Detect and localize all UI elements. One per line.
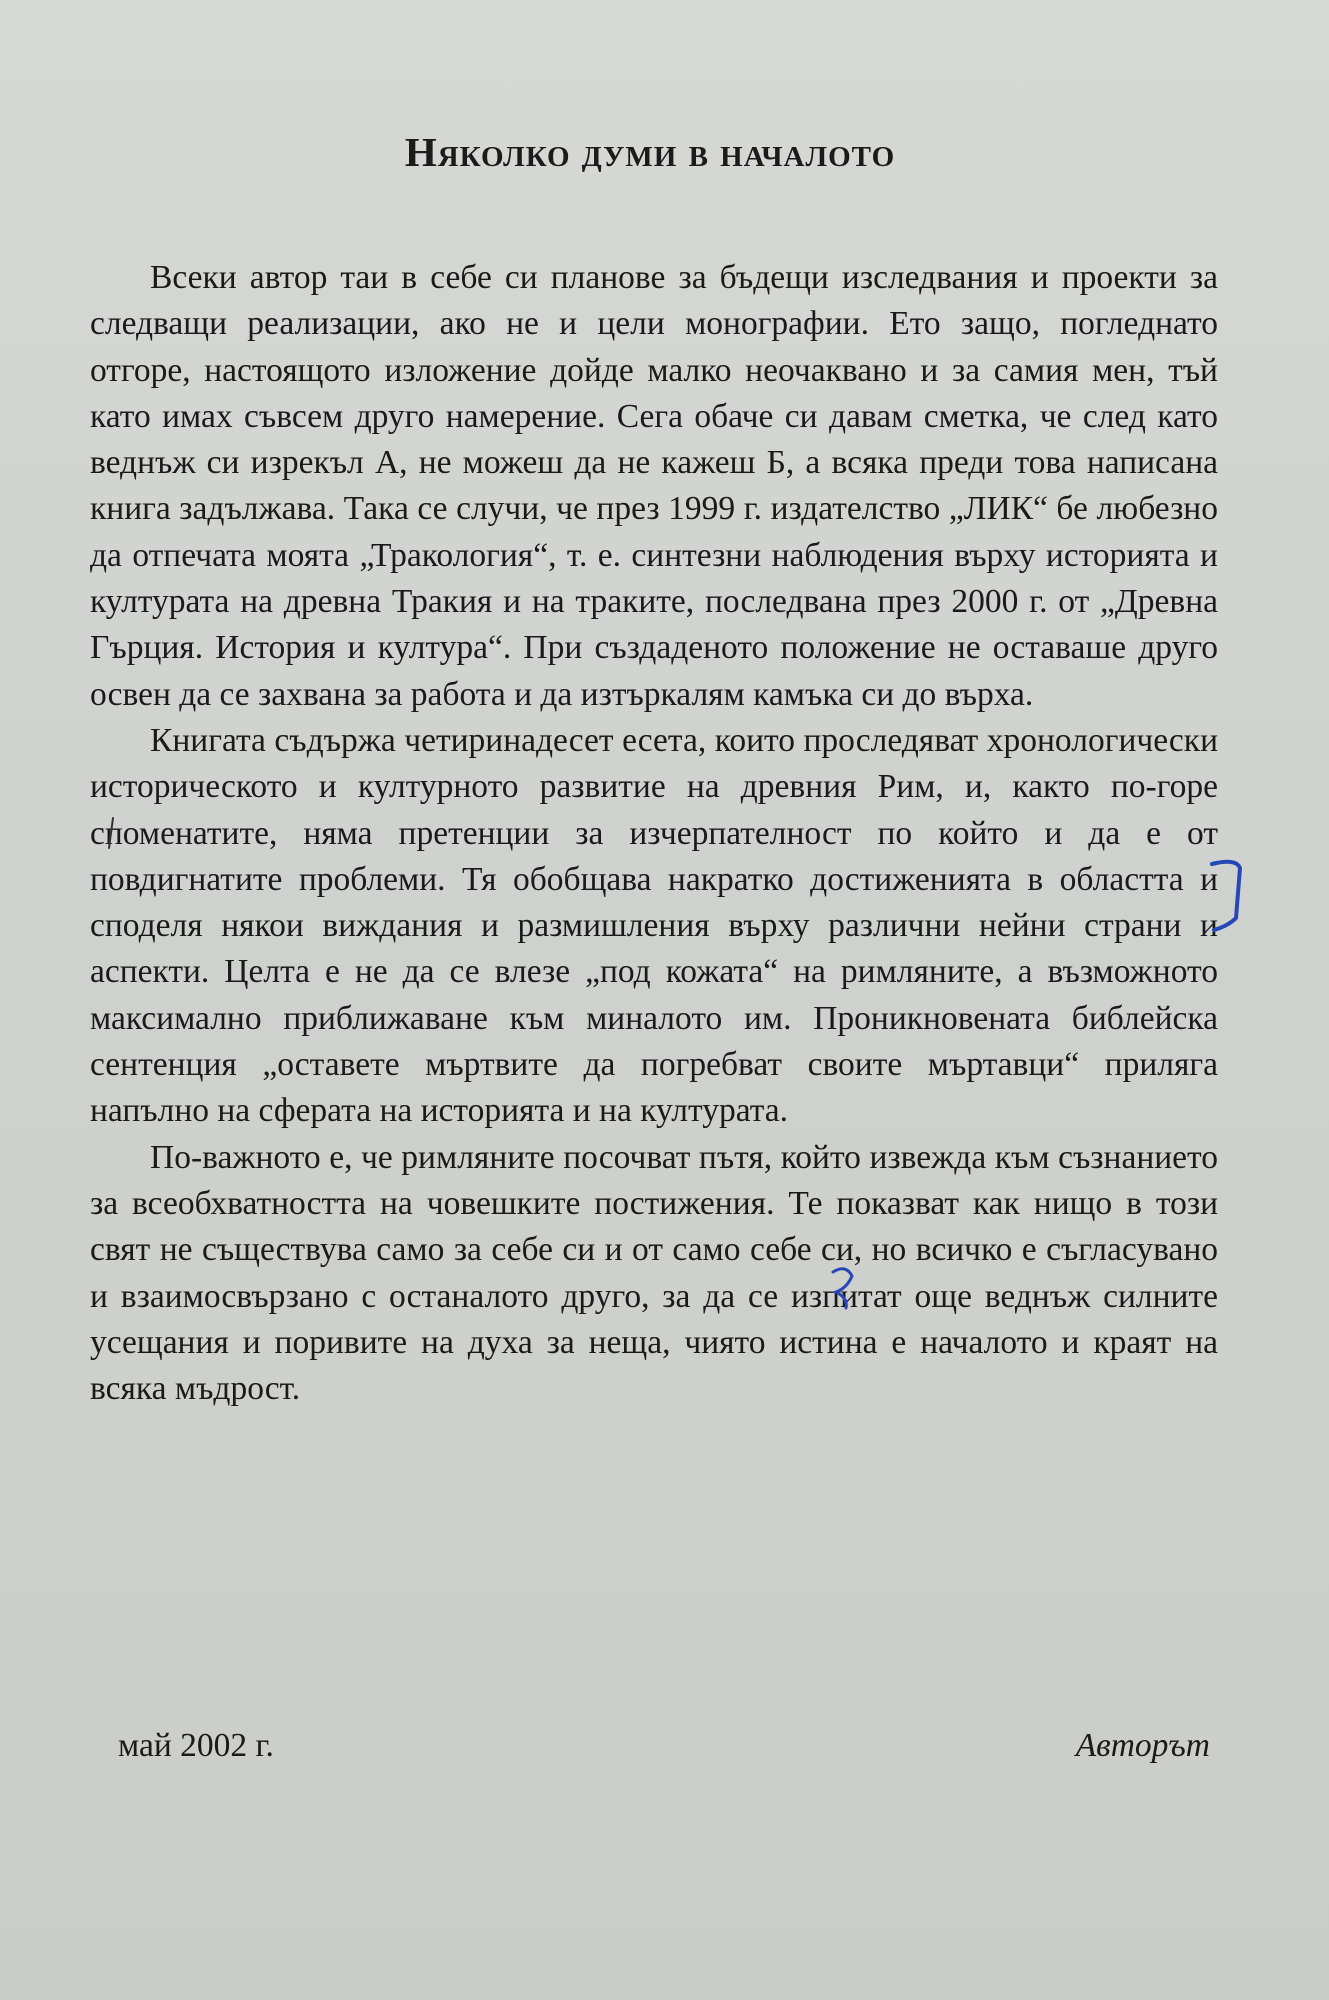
author-signature: Авторът [1075,1727,1210,1764]
paragraph-2: Книгата съдържа четиринадесет есета, които проследяват хронологически историческото и културното развитие на древния Рим, и, както по-горе споменатите, няма претенции за изчерпателност по който и да е от повдигнатите проблеми. Тя обобщава накратко достиженията в областта и споделя някои виждания и размишления върху различни нейни страни и аспекти. Целта е не да се влезе „под кожата“ на римляните, а възможното максимално приближаване към миналото им. Проникновената библейска сентенция „оставете мъртвите да погребват своите мъртавци“ приляга напълно на сферата на историята и на културата. [90,721,1218,1130]
body-text [90,255,1218,1412]
paragraph-1: Всеки автор таи в себе си планове за бъдещи изследвания и проекти за следващи реализации, ако не и цели монографии. Ето защо, погледнато отгоре, настоящото изложение дойде малко неочаквано и за самия мен, тъй като имах съвсем друго намерение. Сега обаче си давам сметка, че след като веднъж си изрекъл А, не можеш да не кажеш Б, а всяка преди това написана книга задължава. Така се случи, че през 1999 г. издателство „ЛИК“ бе любезно да отпечата моята „Тракология“, т. е. синтезни наблюдения върху историята и културата на древна Тракия и на траките, последвана през 2000 г. от „Древна Гърция. История и култура“. При създаденото положение не оставаше друго освен да се захвана за работа и да изтъркалям камъка си до върха. [90,259,1218,713]
date-line: май 2002 г. [118,1727,274,1764]
page-title: Няколко думи в началото [404,129,896,175]
paragraph-3: По-важното е, че римляните посочват пътя, който извежда към съзнанието за всеобхватността на човешките постижения. Те показват как нищо в този свят не съществува само за себе си и от само себе си, но всичко е съгласувано и взаимосвързано с останалото друго, за да се изпитат още веднъж силните усещания и поривите на духа за неща, чиято истина е началото и краят на всяка мъдрост. [90,1138,1218,1408]
